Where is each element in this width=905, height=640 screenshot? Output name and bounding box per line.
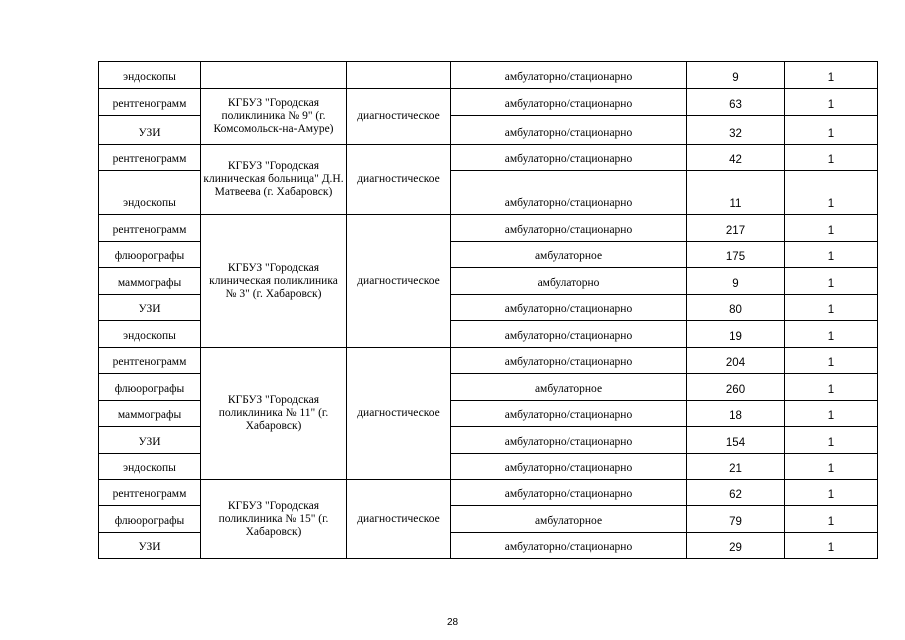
quantity-cell: 62 [687,480,785,506]
quantity-cell: 9 [687,62,785,89]
equipment-cell: эндоскопы [99,171,201,215]
equipment-table [98,61,878,559]
table-row [99,145,878,171]
count-cell: 1 [785,268,878,295]
mode-cell: амбулаторно/стационарно [451,427,687,454]
count-cell: 1 [785,480,878,506]
equipment-cell: УЗИ [99,533,201,559]
count-cell: 1 [785,454,878,480]
mode-cell: амбулаторно/стационарно [451,145,687,171]
mode-cell: амбулаторно/стационарно [451,171,687,215]
equipment-cell: флюорографы [99,242,201,268]
mode-cell: амбулаторное [451,506,687,533]
mode-cell: амбулаторно/стационарно [451,533,687,559]
count-cell: 1 [785,215,878,242]
table-row [99,480,878,506]
organization-cell: КГБУЗ "Городская поликлиника № 11" (г. Хабаровск) [201,348,347,480]
equipment-cell: эндоскопы [99,62,201,89]
count-cell: 1 [785,145,878,171]
quantity-cell: 63 [687,89,785,116]
quantity-cell: 29 [687,533,785,559]
count-cell: 1 [785,321,878,348]
quantity-cell: 18 [687,401,785,427]
table-row [99,89,878,116]
count-cell: 1 [785,89,878,116]
quantity-cell: 19 [687,321,785,348]
quantity-cell: 154 [687,427,785,454]
mode-cell: амбулаторно [451,268,687,295]
mode-cell: амбулаторное [451,374,687,401]
purpose-cell: диагностическое [347,215,451,348]
purpose-cell: диагностическое [347,89,451,145]
count-cell: 1 [785,242,878,268]
equipment-cell: рентгенограмм [99,348,201,374]
mode-cell: амбулаторно/стационарно [451,454,687,480]
purpose-cell: диагностическое [347,145,451,215]
mode-cell: амбулаторно/стационарно [451,62,687,89]
mode-cell: амбулаторно/стационарно [451,401,687,427]
mode-cell: амбулаторно/стационарно [451,116,687,145]
organization-cell: КГБУЗ "Городская поликлиника № 15" (г. Хабаровск) [201,480,347,559]
quantity-cell: 32 [687,116,785,145]
purpose-cell [347,62,451,89]
purpose-cell: диагностическое [347,480,451,559]
mode-cell: амбулаторное [451,242,687,268]
table-row [99,62,878,89]
equipment-cell: маммографы [99,268,201,295]
equipment-cell: УЗИ [99,116,201,145]
organization-cell: КГБУЗ "Городская клиническая больница" Д.Н. Матвеева (г. Хабаровск) [201,145,347,215]
count-cell: 1 [785,533,878,559]
quantity-cell: 79 [687,506,785,533]
mode-cell: амбулаторно/стационарно [451,321,687,348]
equipment-cell: эндоскопы [99,454,201,480]
equipment-cell: УЗИ [99,295,201,321]
purpose-cell: диагностическое [347,348,451,480]
quantity-cell: 21 [687,454,785,480]
equipment-cell: флюорографы [99,506,201,533]
equipment-cell: маммографы [99,401,201,427]
quantity-cell: 9 [687,268,785,295]
count-cell: 1 [785,295,878,321]
count-cell: 1 [785,506,878,533]
count-cell: 1 [785,374,878,401]
count-cell: 1 [785,401,878,427]
mode-cell: амбулаторно/стационарно [451,215,687,242]
quantity-cell: 80 [687,295,785,321]
quantity-cell: 11 [687,171,785,215]
quantity-cell: 217 [687,215,785,242]
equipment-cell: флюорографы [99,374,201,401]
organization-cell [201,62,347,89]
count-cell: 1 [785,171,878,215]
table-row [99,215,878,242]
mode-cell: амбулаторно/стационарно [451,89,687,116]
mode-cell: амбулаторно/стационарно [451,480,687,506]
count-cell: 1 [785,427,878,454]
mode-cell: амбулаторно/стационарно [451,348,687,374]
page-number: 28 [446,617,459,628]
quantity-cell: 42 [687,145,785,171]
quantity-cell: 175 [687,242,785,268]
document-page [98,61,877,559]
count-cell: 1 [785,116,878,145]
count-cell: 1 [785,62,878,89]
equipment-cell: рентгенограмм [99,480,201,506]
organization-cell: КГБУЗ "Городская поликлиника № 9" (г. Комсомольск-на-Амуре) [201,89,347,145]
equipment-cell: рентгенограмм [99,145,201,171]
table-row [99,348,878,374]
quantity-cell: 260 [687,374,785,401]
count-cell: 1 [785,348,878,374]
equipment-cell: рентгенограмм [99,215,201,242]
quantity-cell: 204 [687,348,785,374]
equipment-cell: эндоскопы [99,321,201,348]
equipment-cell: УЗИ [99,427,201,454]
equipment-cell: рентгенограмм [99,89,201,116]
organization-cell: КГБУЗ "Городская клиническая поликлиника № 3" (г. Хабаровск) [201,215,347,348]
mode-cell: амбулаторно/стационарно [451,295,687,321]
